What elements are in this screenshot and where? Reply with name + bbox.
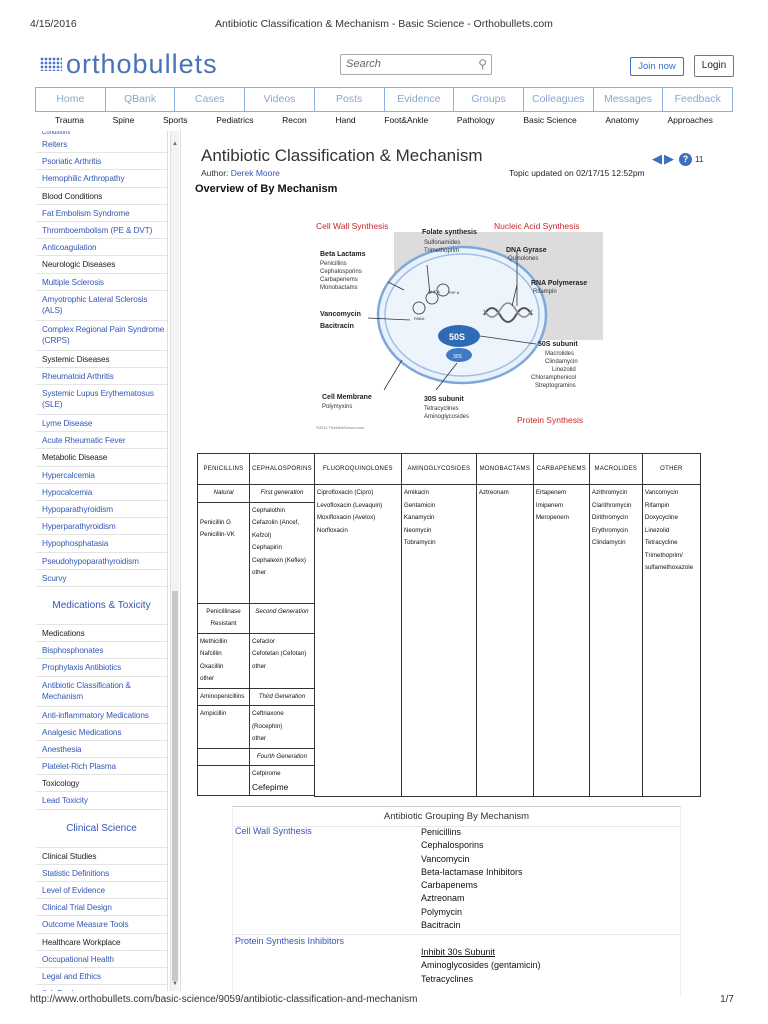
nav-groups[interactable]: Groups — [454, 88, 524, 111]
search-input[interactable] — [340, 54, 492, 75]
protein-synthesis-link[interactable]: Protein Synthesis Inhibitors — [235, 936, 345, 946]
label-50s: 50S — [449, 332, 466, 342]
sidebar-item[interactable]: Multiple Sclerosis — [36, 274, 167, 291]
sidebar-item[interactable]: Amyotrophic Lateral Sclerosis (ALS) — [36, 291, 167, 321]
nav-colleagues[interactable]: Colleagues — [524, 88, 594, 111]
ceph-drug: Cefepime — [252, 781, 289, 792]
sidebar-item[interactable]: Level of Evidence — [36, 882, 167, 899]
print-page-number: 1/7 — [720, 994, 734, 1005]
grouping-title: Antibiotic Grouping By Mechanism — [233, 807, 680, 827]
sidebar — [36, 131, 168, 991]
other-drug: Trimethoprim/ sulfamethoxazole — [644, 551, 694, 571]
sidebar-category: Systemic Diseases — [36, 351, 167, 368]
fluoro-cell — [314, 485, 401, 797]
pen-amino-cell — [198, 706, 250, 749]
next-arrow-icon[interactable]: ▶ — [664, 151, 674, 166]
protein-list — [421, 946, 541, 986]
sidebar-item[interactable]: Anti-inflammatory Medications — [36, 707, 167, 724]
join-now-button[interactable]: Join now — [630, 57, 684, 76]
logo-wordmark: orthobullets — [66, 48, 218, 79]
page-title: Antibiotic Classification & Mechanism — [201, 146, 483, 165]
ceph-drug: Ceftriaxone (Rocephin) — [252, 710, 284, 730]
th-cephalosporins: CEPHALOSPORINS — [250, 454, 315, 485]
sidebar-item[interactable]: Scurvy — [36, 570, 167, 587]
sidebar-item[interactable]: Thromboembolism (PE & DVT) — [36, 222, 167, 239]
spacer-cell — [198, 796, 250, 797]
ceph-gen3-label: Third Generation — [250, 688, 315, 706]
question-icon[interactable]: ? — [679, 153, 692, 166]
label-rna-polymerase: RNA Polymerase — [531, 280, 588, 287]
sidebar-item[interactable] — [36, 985, 167, 991]
beta-drug-1: Penicillins — [320, 261, 347, 267]
s50-drug-3: Linezolid — [552, 367, 576, 373]
scrollbar-thumb[interactable] — [172, 591, 178, 981]
pen-pr-label: Penicillinase Resistant — [198, 603, 250, 633]
nav-posts[interactable]: Posts — [315, 88, 385, 111]
topic-updated: Topic updated on 02/17/15 12:52pm — [509, 168, 645, 178]
sidebar-item[interactable]: Pseudohypoparathyroidism — [36, 553, 167, 570]
topic-approaches[interactable]: Approaches — [667, 115, 713, 125]
th-penicillins: PENICILLINS — [198, 454, 250, 485]
amino-drug: Tobramycin — [403, 539, 436, 546]
beta-drug-3: Carbapenems — [320, 277, 358, 283]
topic-nav — [35, 115, 733, 131]
fluoro-drug: Ciprofloxacin (Cipro) — [316, 489, 374, 496]
list-item: Polymycin — [421, 906, 463, 917]
sidebar-item[interactable]: Statistic Definitions — [36, 865, 167, 882]
amino-drug: Kanamycin — [403, 514, 435, 521]
carba-drug: Meropenem — [535, 514, 569, 521]
sidebar-item[interactable]: Occupational Health — [36, 951, 167, 968]
list-item: Aztreonam — [421, 893, 465, 904]
ceph-drug: Cephapirin — [252, 544, 282, 551]
ceph-drug: Cephalexin (Keflex) — [252, 556, 306, 564]
pen-empty-cell — [198, 748, 250, 766]
list-item: Carbapenems — [421, 880, 478, 891]
label-50s-subunit: 50S subunit — [538, 341, 578, 348]
sidebar-category: Toxicology — [36, 775, 167, 792]
logo-dots-icon — [40, 57, 62, 71]
login-button[interactable]: Login — [694, 55, 734, 77]
topic-trauma[interactable]: Trauma — [55, 115, 84, 125]
amino-cell — [401, 485, 476, 797]
label-dna-gyrase: DNA Gyrase — [506, 247, 547, 254]
list-item: Bacitracin — [421, 920, 461, 931]
sidebar-item[interactable]: Hemophilic Arthropathy — [36, 170, 167, 187]
sidebar-category: Blood Conditions — [36, 188, 167, 205]
sidebar-item[interactable]: Hypocalcemia — [36, 484, 167, 501]
other-cell — [642, 485, 700, 797]
topic-anatomy[interactable]: Anatomy — [605, 115, 639, 125]
macro-drug: Clindamycin — [591, 539, 626, 546]
nav-evidence[interactable]: Evidence — [385, 88, 455, 111]
topic-pediatrics[interactable]: Pediatrics — [216, 115, 254, 125]
pen-drug: Penicillin-VK — [200, 531, 235, 538]
folate-drug-1: Sulfonamides — [424, 240, 461, 246]
label-paba: PABA — [414, 316, 425, 321]
topic-spine[interactable]: Spine — [112, 115, 135, 125]
sidebar-item[interactable]: Outcome Measure Tools — [36, 916, 167, 933]
mechanism-diagram — [312, 210, 603, 432]
membrane-drug: Polymyxins — [322, 404, 353, 410]
ceph-gen2-label: Second Generation — [250, 603, 315, 633]
ceph-gen4-label: Fourth Generation — [250, 748, 315, 766]
topic-sports[interactable]: Sports — [162, 115, 188, 125]
label-beta-lactams: Beta Lactams — [320, 251, 366, 258]
s50-drug-5: Streptogramins — [535, 383, 576, 389]
section-heading: Overview of By Mechanism — [195, 183, 338, 195]
print-url: http://www.orthobullets.com/basic-science/9059/antibiotic-classification-and-mechanism — [30, 994, 418, 1005]
sidebar-item[interactable]: Systemic Lupus Erythematosus (SLE) — [36, 385, 167, 415]
other-drug: Vancomycin — [644, 489, 679, 496]
print-date: 4/15/2016 — [30, 18, 77, 30]
mono-drug: Aztreonam — [478, 489, 509, 496]
s50-drug-4: Chloramphenicol — [531, 375, 577, 381]
folate-drug-2: Trimethoprim — [424, 248, 460, 254]
sidebar-item[interactable]: Psoriatic Arthritis — [36, 153, 167, 170]
ceph-drug: Cefotetan (Cefotan) — [252, 650, 307, 657]
label-cell-membrane: Cell Membrane — [322, 394, 372, 401]
label-30s-subunit: 30S subunit — [424, 396, 464, 403]
row-divider — [233, 934, 680, 935]
th-macrolides: MACROLIDES — [589, 454, 642, 485]
other-drug: Tetracycline — [644, 539, 678, 546]
ceph-gen4-cell — [250, 766, 315, 796]
sidebar-category: Clinical Studies — [36, 848, 167, 865]
nav-cases[interactable]: Cases — [175, 88, 245, 111]
th-monobactams: MONOBACTAMS — [476, 454, 533, 485]
fluoro-drug: Norfloxacin — [316, 526, 348, 534]
sidebar-item[interactable]: Clinical Trial Design — [36, 899, 167, 916]
author-line — [201, 168, 280, 178]
topic-foot-ankle[interactable]: Foot&Ankle — [384, 115, 429, 125]
sidebar-item-current[interactable]: Antibiotic Classification & Mechanism — [36, 677, 167, 707]
sidebar-item[interactable]: Bisphosphonates — [36, 642, 167, 659]
macro-drug: Erythromycin — [591, 526, 628, 534]
antibiotic-class-table — [197, 453, 701, 797]
carba-drug: Ertapenem — [535, 489, 567, 496]
sidebar-heading-clinical[interactable]: Clinical Science — [36, 810, 167, 848]
sidebar-item[interactable]: Hypercalcemia — [36, 467, 167, 484]
pen-empty-cell — [198, 766, 250, 796]
topic-navigation — [652, 151, 703, 167]
label-folate: Folate synthesis — [422, 229, 477, 236]
sidebar-item[interactable]: Fat Embolism Syndrome — [36, 205, 167, 222]
other-drug: Linezolid — [644, 526, 670, 534]
gyrase-drug: Quinolones — [508, 256, 539, 262]
topic-pathology[interactable]: Pathology — [456, 115, 495, 125]
pen-drug: Oxacillin — [200, 662, 224, 670]
list-item: Beta-lactamase Inhibitors — [421, 866, 523, 877]
sidebar-item[interactable]: Complex Regional Pain Syndrome (CRPS) — [36, 321, 167, 351]
ceph-drug: Cefazolin (Ancef, Kefzol) — [252, 519, 300, 539]
amino-drug: Amikacin — [403, 489, 429, 496]
sidebar-item[interactable]: Anticoagulation — [36, 239, 167, 256]
rnapol-drug: Rifampin — [533, 289, 557, 295]
sidebar-category: Neurologic Diseases — [36, 256, 167, 273]
ceph-gen1-label: First generation — [250, 485, 315, 503]
search-icon[interactable]: ⚲ — [478, 57, 487, 71]
ceph-drug: Cephalothin — [252, 506, 286, 514]
spacer-cell — [250, 796, 315, 797]
scroll-down-icon[interactable]: ▼ — [172, 981, 178, 987]
ceph-gen1-cell — [250, 502, 315, 603]
beta-drug-2: Cephalosporins — [320, 269, 362, 275]
author-link[interactable]: Derek Moore — [230, 168, 280, 178]
macro-drug: Azithromycin — [591, 489, 628, 496]
ceph-drug: other — [252, 569, 267, 576]
nav-videos[interactable]: Videos — [245, 88, 315, 111]
fluoro-drug: Levofloxacin (Levaquin) — [316, 501, 383, 509]
list-item: Vancomycin — [421, 853, 470, 864]
sidebar-item-partial[interactable]: Conditions — [42, 131, 71, 136]
list-item: Aminoglycosides (gentamicin) — [421, 960, 541, 971]
sidebar-item[interactable]: Rheumatoid Arthritis — [36, 368, 167, 385]
sidebar-item[interactable]: Platelet-Rich Plasma — [36, 758, 167, 775]
label-protein-synthesis: Protein Synthesis — [517, 415, 584, 425]
sidebar-item[interactable]: Legal and Ethics — [36, 968, 167, 985]
diagram-credit: ©2011 TheMedSchool.com — [316, 425, 365, 430]
print-title: Antibiotic Classification & Mechanism - Basic Science - Orthobullets.com — [215, 18, 553, 30]
sidebar-item[interactable]: Prophylaxis Antibiotics — [36, 659, 167, 676]
th-fluoroquinolones: FLUOROQUINOLONES — [314, 454, 401, 485]
ceph-drug: other — [252, 735, 267, 742]
nav-qbank[interactable]: QBank — [106, 88, 176, 111]
pen-drug: other — [200, 675, 215, 682]
macro-cell — [589, 485, 642, 797]
s50-drug-2: Clindamycin — [545, 359, 578, 365]
sidebar-heading-medications[interactable]: Medications & Toxicity — [36, 587, 167, 625]
ceph-drug: other — [252, 662, 267, 670]
th-other: OTHER — [642, 454, 700, 485]
sidebar-category: Metabolic Disease — [36, 449, 167, 466]
sidebar-item[interactable]: Reiters — [36, 136, 167, 153]
label-30s: 30S — [453, 354, 462, 360]
site-logo[interactable] — [40, 48, 218, 80]
cell-wall-list — [421, 826, 523, 932]
pen-drug: Ampicillin — [200, 710, 227, 717]
sidebar-category: Medications — [36, 625, 167, 642]
topic-hand[interactable]: Hand — [335, 115, 356, 125]
pen-drug: Methicillin — [200, 637, 228, 645]
ceph-gen2-cell — [250, 633, 315, 688]
nav-feedback[interactable]: Feedback — [674, 93, 721, 105]
sidebar-item[interactable]: Hyperparathyroidism — [36, 518, 167, 535]
amino-drug: Gentamicin — [403, 501, 436, 509]
sidebar-item[interactable]: Anesthesia — [36, 741, 167, 758]
pen-natural-cell — [198, 502, 250, 603]
sidebar-scrollbar[interactable] — [170, 131, 179, 991]
protein-subheading: Inhibit 30s Subunit — [421, 947, 496, 957]
label-cell-wall: Cell Wall Synthesis — [316, 221, 389, 231]
sidebar-category: Healthcare Workplace — [36, 934, 167, 951]
ceph-drug: Cefpirome — [252, 770, 281, 777]
fluoro-drug: Moxifloxacin (Avelox) — [316, 514, 376, 521]
label-nucleic-acid: Nucleic Acid Synthesis — [494, 221, 580, 231]
author-label: Author: — [201, 168, 229, 178]
label-thf: THF A — [448, 290, 460, 295]
search-placeholder: Search — [346, 58, 381, 70]
cell-wall-link[interactable]: Cell Wall Synthesis — [235, 826, 312, 836]
pen-pr-cell — [198, 633, 250, 688]
previous-arrow-icon[interactable]: ◀ — [652, 151, 662, 166]
scroll-up-icon[interactable]: ▲ — [172, 141, 178, 147]
sidebar-item[interactable]: Lyme Disease — [36, 415, 167, 432]
pen-drug: Penicillin G — [200, 518, 231, 526]
s30-drug-1: Tetracyclines — [424, 406, 459, 412]
amino-drug: Neomycin — [403, 526, 432, 534]
label-vancomycin: Vancomycin — [320, 311, 361, 318]
macro-drug: Clarithromycin — [591, 501, 632, 509]
list-item: Tetracyclines — [421, 973, 474, 984]
th-aminoglycosides: AMINOGLYCOSIDES — [401, 454, 476, 485]
pen-amino-label: Aminopenicillins — [198, 688, 250, 706]
pen-drug: Nafcillin — [200, 650, 222, 657]
other-drug: Rifampin — [644, 501, 670, 509]
question-count: 11 — [695, 154, 704, 164]
list-item: Cephalosporins — [421, 840, 484, 851]
s30-drug-2: Aminoglycosides — [424, 414, 470, 420]
grouping-table — [232, 806, 681, 996]
beta-drug-4: Monobactams — [320, 285, 358, 291]
carba-drug: Imipenem — [535, 501, 564, 509]
ceph-drug: Cefaclor — [252, 637, 276, 645]
topic-basic-science[interactable]: Basic Science — [523, 115, 577, 125]
s50-drug-1: Macrolides — [545, 351, 575, 357]
carba-cell — [533, 485, 589, 797]
macro-drug: Dirithromycin — [591, 514, 628, 521]
sidebar-item[interactable]: Hypoparathyroidism — [36, 501, 167, 518]
pen-natural-label: Natural — [198, 485, 250, 503]
nav-home[interactable]: Home — [36, 88, 106, 111]
th-carbapenems: CARBAPENEMS — [533, 454, 589, 485]
ceph-gen3-cell — [250, 706, 315, 749]
main-nav — [35, 87, 733, 112]
nav-messages[interactable]: Messages — [594, 88, 664, 111]
topic-recon[interactable]: Recon — [282, 115, 307, 125]
list-item: Penicillins — [421, 827, 462, 837]
other-drug: Doxycycline — [644, 514, 678, 521]
label-dhf: DHF A — [428, 289, 440, 294]
sidebar-item[interactable]: Acute Rheumatic Fever — [36, 432, 167, 449]
sidebar-item[interactable]: Hypophosphatasia — [36, 535, 167, 552]
sidebar-item[interactable]: Analgesic Medications — [36, 724, 167, 741]
label-bacitracin: Bacitracin — [320, 323, 354, 330]
mono-cell — [476, 485, 533, 797]
sidebar-item[interactable]: Lead Toxicity — [36, 792, 167, 809]
